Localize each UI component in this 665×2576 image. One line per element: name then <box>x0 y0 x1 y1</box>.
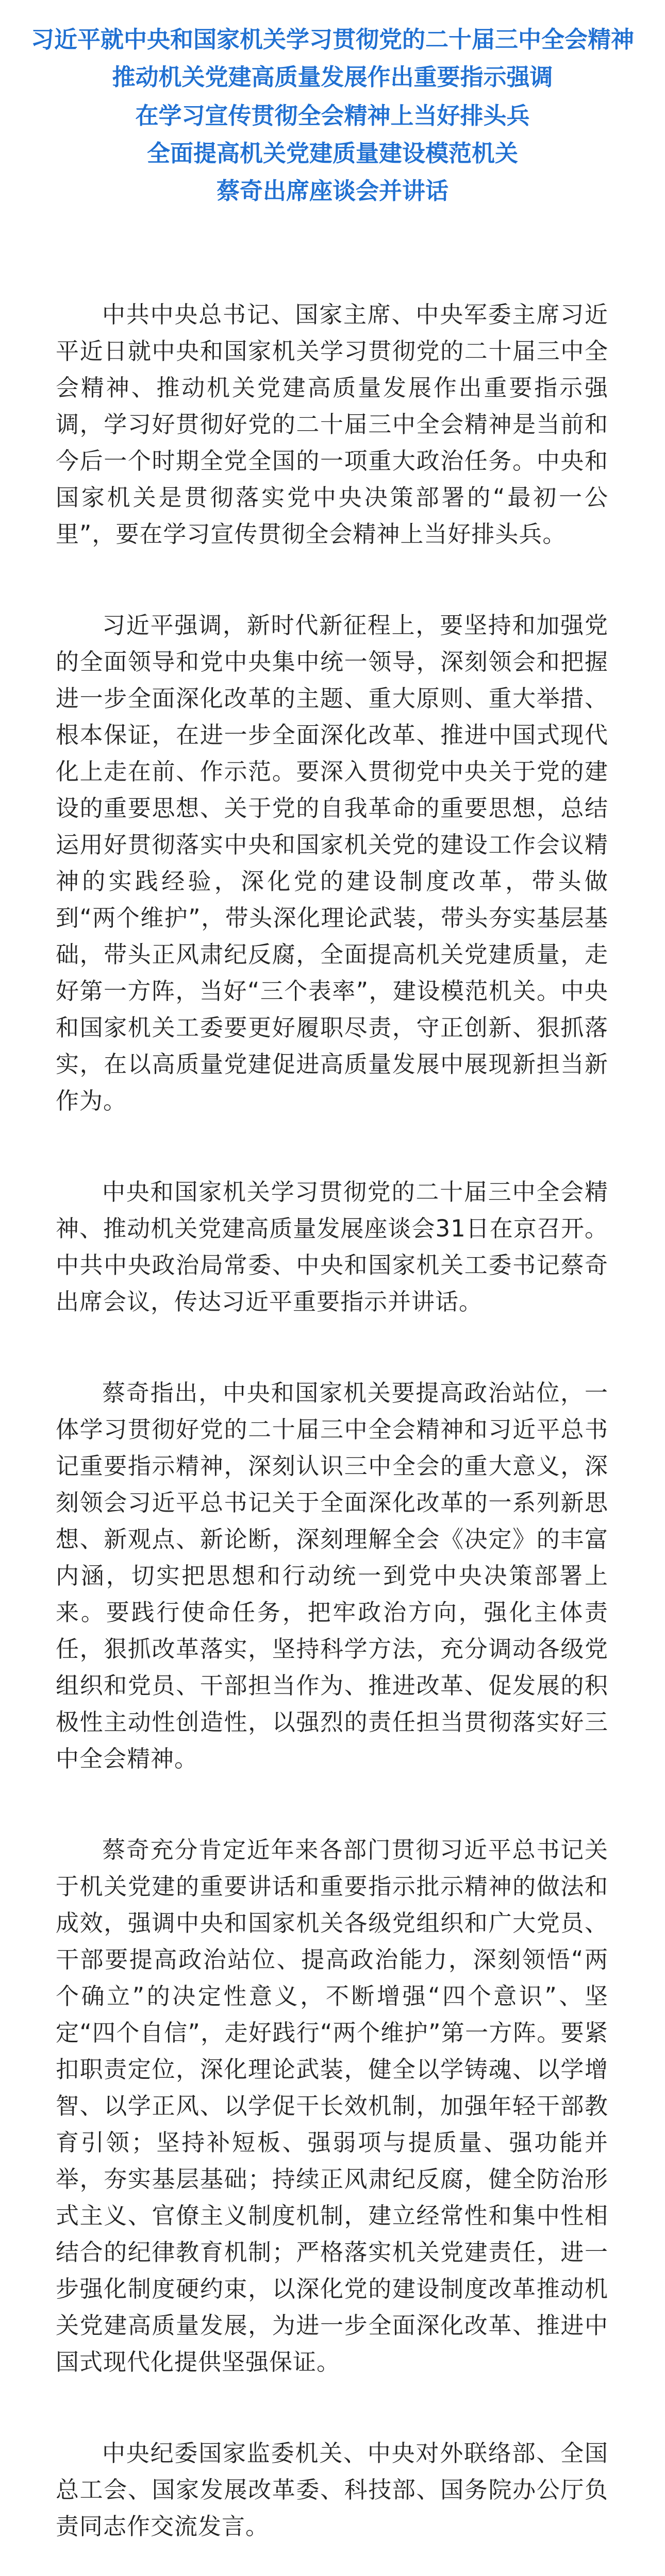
headline-block <box>0 21 665 210</box>
paragraph-1: 中共中央总书记、国家主席、中央军委主席习近平近日就中央和国家机关学习贯彻党的二十届三中全会精神、推动机关党建高质量发展作出重要指示强调，学习好贯彻好党的二十届三中全会精神是当前和今后一个时期全党全国的一项重大政治任务。中央和国家机关是贯彻落实党中央决策部署的“最初一公里”，要在学习宣传贯彻全会精神上当好排头兵。 <box>56 301 608 548</box>
article-body <box>0 296 665 2576</box>
paragraph-2: 习近平强调，新时代新征程上，要坚持和加强党的全面领导和党中央集中统一领导，深刻领会和把握进一步全面深化改革的主题、重大原则、重大举措、根本保证，在进一步全面深化改革、推进中国式现代化上走在前、作示范。要深入贯彻党中央关于党的建设的重要思想、关于党的自我革命的重要思想，总结运用好贯彻落实中央和国家机关党的建设工作会议精神的实践经验，深化党的建设制度改革，带头做到“两个维护”，带头深化理论武装，带头夯实基层基础，带头正风肃纪反腐，全面提高机关党建质量，走好第一方阵，当好“三个表率”，建设模范机关。中央和国家机关工委要更好履职尽责，守正创新、狠抓落实，在以高质量党建促进高质量发展中展现新担当新作为。 <box>56 612 608 1114</box>
headline-subtitle-2: 全面提高机关党建质量建设模范机关 <box>146 140 518 167</box>
headline-subtitle-1: 在学习宣传贯彻全会精神上当好排头兵 <box>135 102 530 129</box>
headline-subtitle-3: 蔡奇出席座谈会并讲话 <box>216 177 448 205</box>
paragraph-6: 中央纪委国家监委机关、中央对外联络部、全国总工会、国家发展改革委、科技部、国务院办公厅负责同志作交流发言。 <box>56 2439 608 2540</box>
headline-title: 习近平就中央和国家机关学习贯彻党的二十届三中全会精神 推动机关党建高质量发展作出重要指示强调 <box>30 26 658 91</box>
paragraph-3: 中央和国家机关学习贯彻党的二十届三中全会精神、推动机关党建高质量发展座谈会31日在京召开。中共中央政治局常委、中央和国家机关工委书记蔡奇出席会议，传达习近平重要指示并讲话。 <box>56 1178 608 1315</box>
paragraph-4: 蔡奇指出，中央和国家机关要提高政治站位，一体学习贯彻好党的二十届三中全会精神和习近平总书记重要指示精神，深刻认识三中全会的重大意义，深刻领会习近平总书记关于全面深化改革的一系列新思想、新观点、新论断，深刻理解全会《决定》的丰富内涵，切实把思想和行动统一到党中央决策部署上来。要践行使命任务，把牢政治方向，强化主体责任，狠抓改革落实，坚持科学方法，充分调动各级党组织和党员、干部担当作为、推进改革、促发展的积极性主动性创造性，以强烈的责任担当贯彻落实好三中全会精神。 <box>56 1379 608 1772</box>
paragraph-5: 蔡奇充分肯定近年来各部门贯彻习近平总书记关于机关党建的重要讲话和重要指示批示精神的做法和成效，强调中央和国家机关各级党组织和广大党员、干部要提高政治站位、提高政治能力，深刻领悟“两个确立”的决定性意义，不断增强“四个意识”、坚定“四个自信”，走好践行“两个维护”第一方阵。要紧扣职责定位，深化理论武装，健全以学铸魂、以学增智、以学正风、以学促干长效机制，加强年轻干部教育引领；坚持补短板、强弱项与提质量、强功能并举，夯实基层基础；持续正风肃纪反腐，健全防治形式主义、官僚主义制度机制，建立经常性和集中性相结合的纪律教育机制；严格落实机关党建责任，进一步强化制度硬约束，以深化党的建设制度改革推动机关党建高质量发展，为进一步全面深化改革、推进中国式现代化提供坚强保证。 <box>56 1836 608 2376</box>
